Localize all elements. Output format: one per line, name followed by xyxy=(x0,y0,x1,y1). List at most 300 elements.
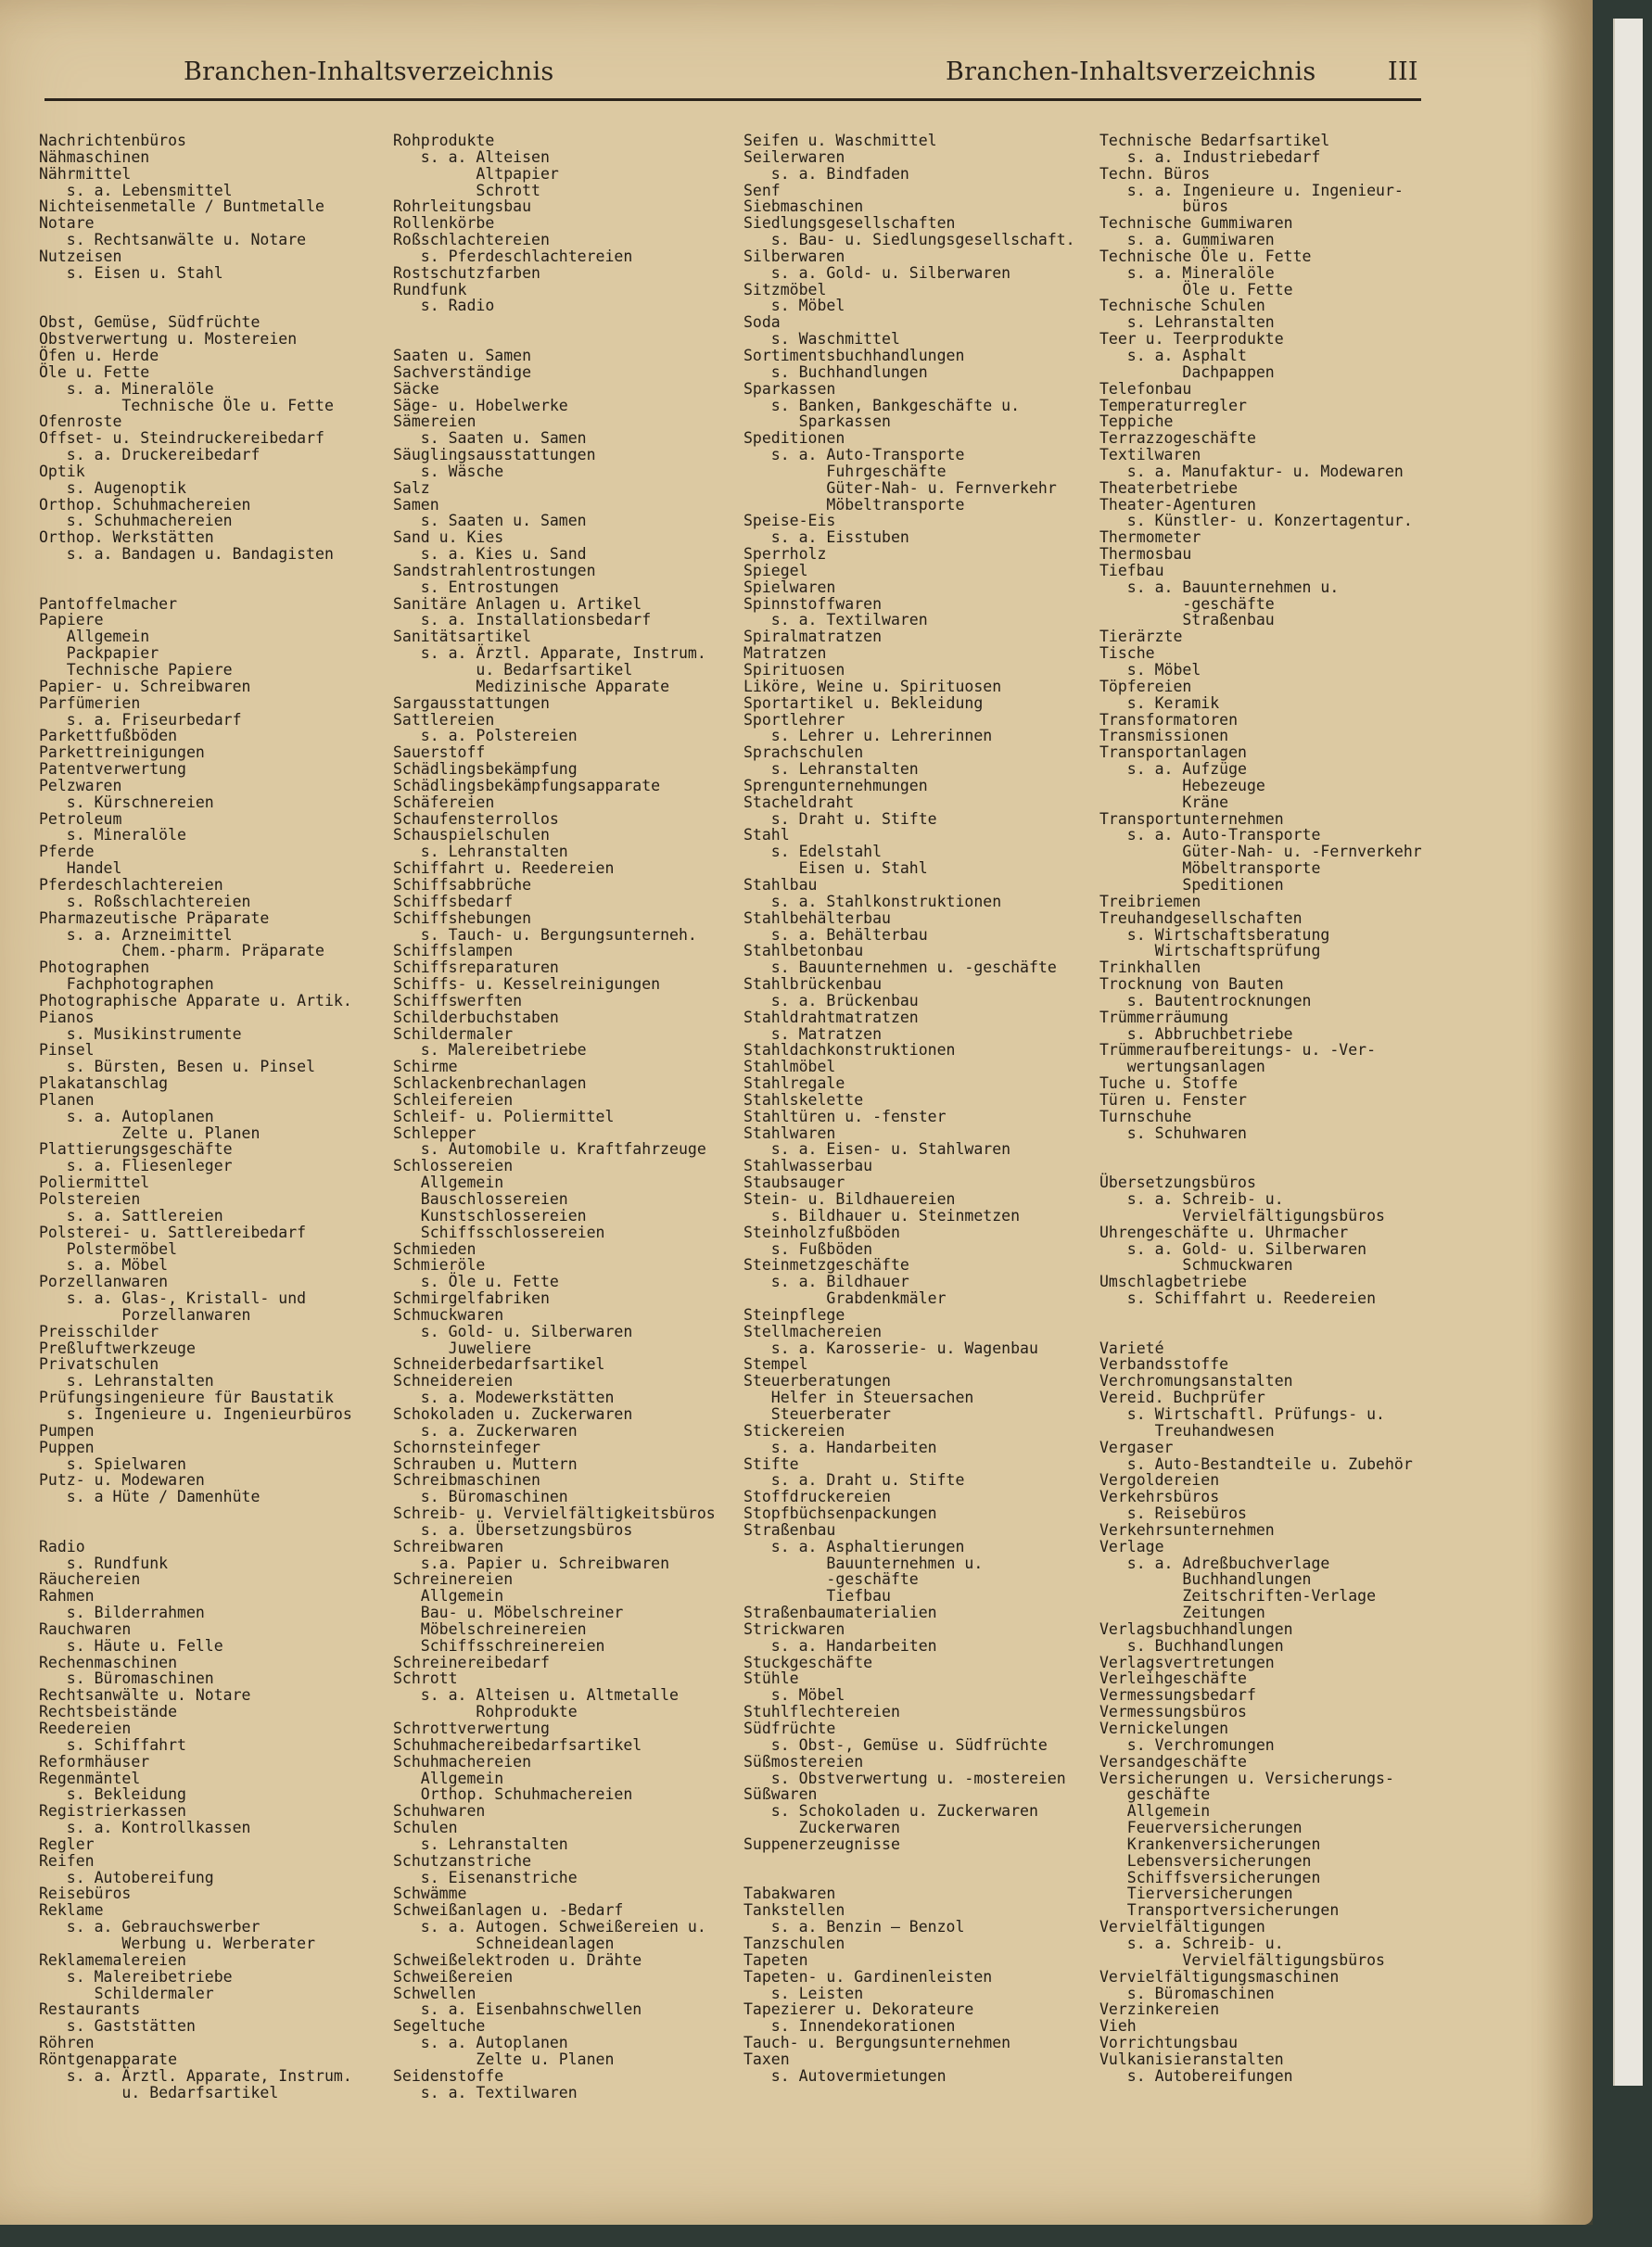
index-entry: Sitzmöbel xyxy=(743,280,827,298)
index-entry: Verlagsvertretungen xyxy=(1099,1653,1275,1671)
index-entry: Schneidereien xyxy=(393,1372,514,1390)
index-entry: Schuhwaren xyxy=(393,1802,486,1821)
index-entry: Verleihgeschäfte xyxy=(1099,1669,1247,1688)
index-entry: Registrierkassen xyxy=(39,1802,186,1821)
index-entry: Sattlereien xyxy=(393,710,495,729)
index-entry: Technische Papiere xyxy=(39,661,233,679)
index-entry: s. a. Gold- u. Silberwaren xyxy=(743,263,1011,282)
index-entry: Juweliere xyxy=(393,1339,532,1357)
index-entry: Verchromungsanstalten xyxy=(1099,1372,1293,1390)
index-entry: Stahl xyxy=(743,826,790,844)
index-entry: s. a. Behälterbau xyxy=(743,925,928,944)
index-entry: Straßenbau xyxy=(1099,611,1275,629)
index-entry: Plattierungsgeschäfte xyxy=(39,1140,233,1159)
index-entry: Nachrichtenbüros xyxy=(39,133,186,149)
index-entry: Schiffsschreinereien xyxy=(393,1636,605,1655)
index-entry: Transformatoren xyxy=(1099,710,1239,729)
index-entry: Technische Bedarfsartikel xyxy=(1099,133,1330,149)
index-entry: Lebensversicherungen xyxy=(1099,1851,1312,1870)
index-entry: Tische xyxy=(1099,644,1155,663)
index-entry: s. Bekleidung xyxy=(39,1785,186,1804)
index-entry: Plakatanschlag xyxy=(39,1074,169,1093)
index-entry: s. Augenoptik xyxy=(39,478,186,497)
index-entry: Sanitätsartikel xyxy=(393,628,532,646)
index-entry: Sand u. Kies xyxy=(393,528,504,547)
index-entry: Schilderbuchstaben xyxy=(393,1008,559,1026)
index-entry: s. Bauunternehmen u. -geschäfte xyxy=(743,958,1057,977)
index-entry: Sprachschulen xyxy=(743,743,864,762)
index-entry: Radio xyxy=(39,1537,85,1555)
index-entry: Stahlwasserbau xyxy=(743,1157,873,1175)
index-entry: Schädlingsbekämpfungsapparate xyxy=(393,776,661,794)
index-entry: Schornsteinfeger xyxy=(393,1438,540,1456)
index-entry: s. a. Lebensmittel xyxy=(39,181,233,199)
index-entry: Sachverständige xyxy=(393,362,532,381)
index-entry: -geschäfte xyxy=(1099,594,1275,613)
index-entry: Schirme xyxy=(393,1058,458,1076)
index-entry: s. a. Benzin — Benzol xyxy=(743,1918,965,1936)
index-entry xyxy=(393,331,736,348)
index-entry: Bauschlossereien xyxy=(393,1190,568,1208)
index-entry: Stahlbrückenbau xyxy=(743,975,883,994)
index-entry: Möbeltransporte xyxy=(1099,859,1321,878)
index-entry: Nichteisenmetalle / Buntmetalle xyxy=(39,197,324,216)
index-column-4 xyxy=(1099,133,1442,2085)
index-entry: Säcke xyxy=(393,379,439,398)
index-entry: Rechenmaschinen xyxy=(39,1653,178,1671)
index-entry: s. Buchhandlungen xyxy=(1099,1636,1284,1655)
index-entry: Parfümerien xyxy=(39,693,141,712)
index-entry: Pantoffelmacher xyxy=(39,594,178,613)
index-entry: Stahlbetonbau xyxy=(743,942,864,960)
index-entry: s. Lehrer u. Lehrerinnen xyxy=(743,727,993,745)
index-entry: Pharmazeutische Präparate xyxy=(39,908,270,927)
running-header-right: Branchen-Inhaltsverzeichnis xyxy=(946,57,1316,86)
index-entry: Transportanlagen xyxy=(1099,743,1247,762)
index-entry: Stempel xyxy=(743,1355,808,1374)
index-entry: s. Schuhmachereien xyxy=(39,512,233,530)
index-entry: Theater-Agenturen xyxy=(1099,495,1256,514)
index-entry xyxy=(39,298,382,314)
index-entry: Speditionen xyxy=(743,429,845,448)
index-entry: Vervielfältigungsbüros xyxy=(1099,1206,1385,1225)
index-entry: Bauunternehmen u. xyxy=(743,1554,984,1572)
index-entry: Schildermaler xyxy=(393,1024,514,1043)
index-entry: Kunstschlossereien xyxy=(393,1206,587,1225)
index-entry: Polstermöbel xyxy=(39,1239,178,1258)
index-entry: s. a. Auto-Transporte xyxy=(743,446,965,464)
index-entry: geschäfte xyxy=(1099,1785,1211,1804)
index-entry: s. Roßschlachtereien xyxy=(39,892,251,910)
index-entry: Stahlbehälterbau xyxy=(743,908,891,927)
index-entry: s. a. Gold- u. Silberwaren xyxy=(1099,1239,1367,1258)
index-entry: Schleif- u. Poliermittel xyxy=(393,1107,615,1125)
index-entry: s. Schuhwaren xyxy=(1099,1124,1247,1142)
index-entry: Rollenkörbe xyxy=(393,214,495,233)
index-entry xyxy=(39,1505,382,1522)
index-entry: Schreibmaschinen xyxy=(393,1471,540,1490)
index-entry: s. Bautentrocknungen xyxy=(1099,991,1312,1009)
index-entry: Rohprodukte xyxy=(393,1703,578,1721)
index-entry: Parkettfußböden xyxy=(39,727,178,745)
index-entry: Sparkassen xyxy=(743,379,836,398)
index-entry: s. a. Sattlereien xyxy=(39,1206,223,1225)
index-entry: Techn. Büros xyxy=(1099,164,1211,183)
index-entry: Pferde xyxy=(39,843,95,861)
index-entry: Allgemein xyxy=(1099,1802,1211,1821)
index-entry: s. a Hüte / Damenhüte xyxy=(39,1488,261,1506)
index-entry: s. Buchhandlungen xyxy=(743,362,928,381)
index-entry: Thermometer xyxy=(1099,528,1201,547)
index-entry: s. Büromaschinen xyxy=(1099,1984,1275,2002)
index-entry: Optik xyxy=(39,462,85,480)
index-entry: s. Autovermietungen xyxy=(743,2066,947,2085)
index-entry: Stahltüren u. -fenster xyxy=(743,1107,947,1125)
index-column-1 xyxy=(39,133,382,2101)
index-entry: s. Innendekorationen xyxy=(743,2017,956,2036)
index-entry: s. Radio xyxy=(393,297,495,315)
index-entry: s. Entrostungen xyxy=(393,578,559,596)
index-entry: s. Künstler- u. Konzertagentur. xyxy=(1099,512,1413,530)
index-entry: Schildermaler xyxy=(39,1984,214,2002)
index-entry: Handel xyxy=(39,859,122,878)
index-entry: Strickwaren xyxy=(743,1619,845,1638)
index-entry: s. a. Gebrauchswerber xyxy=(39,1918,261,1936)
index-entry: Schlackenbrechanlagen xyxy=(393,1074,587,1093)
index-entry: Steinholzfußböden xyxy=(743,1223,900,1241)
index-entry: Rahmen xyxy=(39,1587,95,1606)
index-entry: s. a. Asphaltierungen xyxy=(743,1537,965,1555)
index-entry: s. Eisenanstriche xyxy=(393,1868,578,1886)
index-entry: Textilwaren xyxy=(1099,446,1201,464)
index-entry: s. Abbruchbetriebe xyxy=(1099,1024,1293,1043)
index-entry: Telefonbau xyxy=(1099,379,1192,398)
index-entry: Photographische Apparate u. Artik. xyxy=(39,991,352,1009)
index-entry: Stahlwaren xyxy=(743,1124,836,1142)
index-entry: Segeltuche xyxy=(393,2017,486,2036)
index-entry: s. Reisebüros xyxy=(1099,1504,1247,1523)
index-entry: s. a. Ärztl. Apparate, Instrum. xyxy=(39,2066,352,2085)
index-entry: Vulkanisieranstalten xyxy=(1099,2050,1284,2068)
index-entry: s. Wirtschaftsberatung xyxy=(1099,925,1330,944)
index-entry: Versandgeschäfte xyxy=(1099,1752,1247,1771)
index-entry: Vorrichtungsbau xyxy=(1099,2034,1239,2052)
index-entry: Pinsel xyxy=(39,1041,95,1060)
index-entry: Rohrleitungsbau xyxy=(393,197,532,216)
index-entry: Schwellen xyxy=(393,1984,477,2002)
index-entry: Vergaser xyxy=(1099,1438,1174,1456)
index-entry: s. a. Handarbeiten xyxy=(743,1636,937,1655)
index-entry: Öfen u. Herde xyxy=(39,346,159,364)
index-entry: Tapeten xyxy=(743,1950,808,1969)
index-entry: Spiralmatratzen xyxy=(743,628,883,646)
index-entry: Schrott xyxy=(393,181,540,199)
index-entry: Preisschilder xyxy=(39,1322,159,1340)
index-entry: Matratzen xyxy=(743,644,827,663)
index-entry: s. a. Eisen- u. Stahlwaren xyxy=(743,1140,1011,1159)
index-entry: s. Keramik xyxy=(1099,693,1220,712)
index-entry: s. a. Karosserie- u. Wagenbau xyxy=(743,1339,1038,1357)
index-entry: Stahlregale xyxy=(743,1074,845,1093)
index-entry: s. Häute u. Felle xyxy=(39,1636,223,1655)
index-entry: Transportversicherungen xyxy=(1099,1901,1340,1920)
index-entry: Schiffslampen xyxy=(393,942,514,960)
index-entry: Thermosbau xyxy=(1099,545,1192,564)
index-entry: s. a. Modewerkstätten xyxy=(393,1389,615,1407)
index-entry: s. a. Polstereien xyxy=(393,727,578,745)
index-entry: Stühle xyxy=(743,1669,799,1688)
index-entry xyxy=(39,282,382,298)
index-entry: Technische Schulen xyxy=(1099,297,1265,315)
index-entry: Schäfereien xyxy=(393,793,495,811)
index-entry: s. Möbel xyxy=(743,297,845,315)
index-entry: s. a. Kontrollkassen xyxy=(39,1819,251,1837)
index-entry: Versicherungen u. Versicherungs- xyxy=(1099,1769,1394,1787)
index-entry: Parkettreinigungen xyxy=(39,743,205,762)
index-entry: Töpfereien xyxy=(1099,677,1192,695)
index-entry: Staubsauger xyxy=(743,1174,845,1192)
index-entry: s. a. Auto-Transporte xyxy=(1099,826,1321,844)
index-entry: Tiefbau xyxy=(743,1587,891,1606)
index-entry: Suppenerzeugnisse xyxy=(743,1834,900,1853)
index-entry: Öle u. Fette xyxy=(39,362,150,381)
index-entry: Stopfbüchsenpackungen xyxy=(743,1504,937,1523)
index-entry: Schiffsreparaturen xyxy=(393,958,559,977)
index-entry xyxy=(39,1522,382,1539)
index-entry: Spielwaren xyxy=(743,578,836,596)
index-entry: Vervielfältigungsbüros xyxy=(1099,1950,1385,1969)
index-entry: Schreinereibedarf xyxy=(393,1653,550,1671)
index-entry: Verzinkereien xyxy=(1099,2000,1220,2019)
index-entry: s. Ingenieure u. Ingenieurbüros xyxy=(39,1404,352,1423)
index-entry: s. Waschmittel xyxy=(743,330,900,349)
index-entry xyxy=(1099,1141,1442,1158)
index-entry: Rauchwaren xyxy=(39,1619,132,1638)
index-entry: s. Fußböden xyxy=(743,1239,873,1258)
index-entry: Patentverwertung xyxy=(39,760,186,779)
index-entry xyxy=(39,579,382,596)
index-entry: s. Wirtschaftl. Prüfungs- u. xyxy=(1099,1404,1385,1423)
index-entry: Teppiche xyxy=(1099,413,1174,431)
index-entry: Reklamemalereien xyxy=(39,1950,186,1969)
index-entry: Restaurants xyxy=(39,2000,141,2019)
index-entry: s. Kürschnereien xyxy=(39,793,214,811)
index-entry: Umschlagbetriebe xyxy=(1099,1273,1247,1291)
index-entry: Schwämme xyxy=(393,1885,467,1903)
index-entry: Reisebüros xyxy=(39,1885,132,1903)
index-entry: s. a. Druckereibedarf xyxy=(39,446,261,464)
index-entry: Speise-Eis xyxy=(743,512,836,530)
index-entry: Poliermittel xyxy=(39,1174,150,1192)
index-entry: Verkehrsunternehmen xyxy=(1099,1520,1275,1539)
index-entry: Schulen xyxy=(393,1819,458,1837)
index-entry xyxy=(393,314,736,331)
index-entry: wertungsanlagen xyxy=(1099,1058,1265,1076)
index-entry: s. Saaten u. Samen xyxy=(393,512,587,530)
index-entry: Salz xyxy=(393,478,430,497)
index-entry: Tuche u. Stoffe xyxy=(1099,1074,1239,1093)
index-entry: s. a. Übersetzungsbüros xyxy=(393,1520,633,1539)
index-entry: Schiffsversicherungen xyxy=(1099,1868,1321,1886)
index-entry: Sortimentsbuchhandlungen xyxy=(743,346,965,364)
index-entry: -geschäfte xyxy=(743,1570,919,1589)
index-entry: Packpapier xyxy=(39,644,159,663)
index-entry: s. a. Glas-, Kristall- und xyxy=(39,1289,307,1308)
index-entry: Steuerberatungen xyxy=(743,1372,891,1390)
index-entry: Vervielfältigungen xyxy=(1099,1918,1265,1936)
index-entry: s. Lehranstalten xyxy=(1099,313,1275,332)
index-entry: Schlossereien xyxy=(393,1157,514,1175)
index-entry: Orthop. Schuhmachereien xyxy=(393,1785,633,1804)
index-entry: Puppen xyxy=(39,1438,95,1456)
index-entry: Tapezierer u. Dekorateure xyxy=(743,2000,974,2019)
index-entry: Altpapier xyxy=(393,164,559,183)
index-entry xyxy=(743,1853,1087,1870)
index-entry: s. a. Möbel xyxy=(39,1256,169,1275)
index-entry: Obstverwertung u. Mostereien xyxy=(39,330,298,349)
index-entry: Türen u. Fenster xyxy=(1099,1090,1247,1109)
index-entry: Reifen xyxy=(39,1851,95,1870)
index-entry: Saaten u. Samen xyxy=(393,346,532,364)
index-entry: Grabdenkmäler xyxy=(743,1289,947,1308)
index-entry: s. a. Kies u. Sand xyxy=(393,545,587,564)
index-entry: Transportunternehmen xyxy=(1099,809,1284,828)
index-entry: Seidenstoffe xyxy=(393,2066,504,2085)
index-entry: Siebmaschinen xyxy=(743,197,864,216)
index-entry: s. Öle u. Fette xyxy=(393,1273,559,1291)
index-entry: Räuchereien xyxy=(39,1570,141,1589)
index-entry: Steuerberater xyxy=(743,1404,891,1423)
index-entry: s. a. Asphalt xyxy=(1099,346,1247,364)
index-entry: s. a. Mineralöle xyxy=(39,379,214,398)
index-entry: s. a. Textilwaren xyxy=(743,611,928,629)
index-entry: Spirituosen xyxy=(743,661,845,679)
index-entry: Ofenroste xyxy=(39,413,122,431)
index-entry: Verkehrsbüros xyxy=(1099,1488,1220,1506)
index-entry: Planen xyxy=(39,1090,95,1109)
index-entry: Helfer in Steuersachen xyxy=(743,1389,974,1407)
index-entry: Liköre, Weine u. Spirituosen xyxy=(743,677,1002,695)
index-entry: s. a. Aufzüge xyxy=(1099,760,1247,779)
index-entry: s. Bilderrahmen xyxy=(39,1604,205,1622)
index-entry: Steinmetzgeschäfte xyxy=(743,1256,909,1275)
index-entry: u. Bedarfsartikel xyxy=(39,2083,279,2101)
index-entry: s. Saaten u. Samen xyxy=(393,429,587,448)
index-entry: Sanitäre Anlagen u. Artikel xyxy=(393,594,642,613)
index-entry: Prüfungsingenieure für Baustatik xyxy=(39,1389,334,1407)
index-entry: Privatschulen xyxy=(39,1355,159,1374)
index-entry: Trümmerräumung xyxy=(1099,1008,1229,1026)
index-entry: Schweißelektroden u. Drähte xyxy=(393,1950,642,1969)
index-entry: s. Gold- u. Silberwaren xyxy=(393,1322,633,1340)
index-entry: Steinpflege xyxy=(743,1305,845,1324)
index-entry: Vermessungsbedarf xyxy=(1099,1686,1256,1705)
index-entry: s. a. Bildhauer xyxy=(743,1273,909,1291)
index-entry: Allgemein xyxy=(39,628,150,646)
index-entry: Tapeten- u. Gardinenleisten xyxy=(743,1967,993,1986)
index-entry xyxy=(39,563,382,579)
index-entry: Tierärzte xyxy=(1099,628,1183,646)
index-entry: s. a. Autogen. Schweißereien u. xyxy=(393,1918,706,1936)
index-entry: Theaterbetriebe xyxy=(1099,478,1239,497)
index-entry: Trocknung von Bauten xyxy=(1099,975,1284,994)
index-entry: Stifte xyxy=(743,1454,799,1473)
index-entry: s. Banken, Bankgeschäfte u. xyxy=(743,396,1021,414)
index-entry: Sperrholz xyxy=(743,545,827,564)
index-entry: Schaufensterrollos xyxy=(393,809,559,828)
index-entry: Schneiderbedarfsartikel xyxy=(393,1355,605,1374)
index-entry: s. a. Bauunternehmen u. xyxy=(1099,578,1340,596)
index-entry: Stickereien xyxy=(743,1421,845,1440)
index-entry: s. a. Manufaktur- u. Modewaren xyxy=(1099,462,1404,480)
index-entry: s. Obstverwertung u. -mostereien xyxy=(743,1769,1066,1787)
running-header-left: Branchen-Inhaltsverzeichnis xyxy=(184,57,554,86)
index-entry: Stahldachkonstruktionen xyxy=(743,1041,956,1060)
index-entry: s. a. Draht u. Stifte xyxy=(743,1471,965,1490)
index-entry: Rechtsbeistände xyxy=(39,1703,178,1721)
index-entry: Teer u. Teerprodukte xyxy=(1099,330,1284,349)
index-entry: Schiffs- u. Kesselreinigungen xyxy=(393,975,661,994)
index-entry: Siedlungsgesellschaften xyxy=(743,214,956,233)
index-entry: u. Bedarfsartikel xyxy=(393,661,633,679)
index-entry: Reklame xyxy=(39,1901,104,1920)
index-entry: s. Bau- u. Siedlungsgesellschaft. xyxy=(743,231,1075,249)
index-entry: Krankenversicherungen xyxy=(1099,1834,1321,1853)
index-entry: s. a. Mineralöle xyxy=(1099,263,1275,282)
index-entry: s. a. Brückenbau xyxy=(743,991,919,1009)
index-entry xyxy=(1099,1307,1442,1324)
index-entry: Sargausstattungen xyxy=(393,693,550,712)
index-entry: s. a. Bindfaden xyxy=(743,164,909,183)
index-entry: Vergoldereien xyxy=(1099,1471,1220,1490)
index-entry: Polsterei- u. Sattlereibedarf xyxy=(39,1223,307,1241)
index-entry xyxy=(743,1870,1087,1886)
index-entry: büros xyxy=(1099,197,1229,216)
index-entry: s. Malereibetriebe xyxy=(393,1041,587,1060)
index-entry: Obst, Gemüse, Südfrüchte xyxy=(39,313,261,332)
index-entry: Hebezeuge xyxy=(1099,776,1265,794)
index-entry: s. Wäsche xyxy=(393,462,504,480)
index-entry: Allgemein xyxy=(393,1587,504,1606)
index-entry: Tabakwaren xyxy=(743,1885,836,1903)
index-entry: s. Musikinstrumente xyxy=(39,1024,242,1043)
index-entry: Schiffshebungen xyxy=(393,908,532,927)
index-entry: Stahlbau xyxy=(743,875,818,894)
index-entry: Tierversicherungen xyxy=(1099,1885,1293,1903)
index-entry: Rechtsanwälte u. Notare xyxy=(39,1686,251,1705)
index-entry: Treibriemen xyxy=(1099,892,1201,910)
index-entry: Tankstellen xyxy=(743,1901,845,1920)
index-entry: Zuckerwaren xyxy=(743,1819,900,1837)
index-entry: Orthop. Schuhmachereien xyxy=(39,495,251,514)
index-entry: Straßenbau xyxy=(743,1520,836,1539)
index-entry: Porzellanwaren xyxy=(39,1273,169,1291)
index-entry: Technische Öle u. Fette xyxy=(39,396,334,414)
index-entry: Schauspielschulen xyxy=(393,826,550,844)
index-entry: Regenmäntel xyxy=(39,1769,141,1787)
index-entry: Orthop. Werkstätten xyxy=(39,528,214,547)
index-entry: Sparkassen xyxy=(743,413,891,431)
index-entry: Medizinische Apparate xyxy=(393,677,670,695)
index-entry: Fachphotographen xyxy=(39,975,214,994)
index-entry: Speditionen xyxy=(1099,875,1284,894)
index-entry: s. Lehranstalten xyxy=(39,1372,214,1390)
index-entry: Pelzwaren xyxy=(39,776,122,794)
index-column-3 xyxy=(743,133,1087,2085)
index-entry: Schiffsbedarf xyxy=(393,892,514,910)
index-entry: Schmirgelfabriken xyxy=(393,1289,550,1308)
index-entry: Uhrengeschäfte u. Uhrmacher xyxy=(1099,1223,1349,1241)
